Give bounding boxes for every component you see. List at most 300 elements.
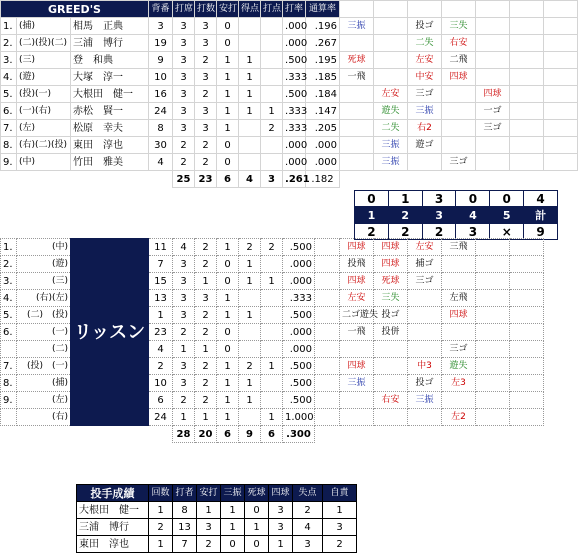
position: (一)(右) [17,103,71,120]
batting-order: 2. [1,256,17,273]
at-bat-result [340,341,374,358]
inning-3: 3 [422,207,456,224]
stat-ab: 2 [195,307,217,324]
at-bat-result: 死球 [340,52,374,69]
at-bat-result: 三振 [374,154,408,171]
at-bat-result [374,18,408,35]
stat-runs [239,324,261,341]
at-bat-result: 二ゴ遊失 [340,307,374,324]
pitching-stat: 3 [323,519,357,536]
stat-pa: 2 [173,154,195,171]
score-r-5: × [490,224,524,240]
stat-ab: 3 [195,69,217,86]
at-bat-result: 三ゴ [408,86,442,103]
at-bat-result: 三ゴ [408,273,442,290]
stat-runs: 1 [239,69,261,86]
stat-pa: 3 [173,375,195,392]
score-r-total: 9 [524,224,558,240]
position: (二)(投)(二) [17,35,71,52]
stat-runs [239,409,261,426]
at-bat-result: 四球 [374,239,408,256]
at-bat-result: 捕ゴ [408,256,442,273]
header-runs: 得点 [239,1,261,18]
stat-runs [239,137,261,154]
stat-season-avg: .000 [306,137,340,154]
stat-hits: 1 [217,69,239,86]
at-bat-result [340,35,374,52]
stat-uniform-no: 11 [149,239,173,256]
stat-rbi [261,341,283,358]
score-g-3: 3 [422,191,456,207]
pitching-stat: 4 [293,519,323,536]
at-bat-result: 一ゴ [476,103,510,120]
at-bat-result: 左安 [408,239,442,256]
player-name: 大根田 健一 [71,86,149,103]
at-bat-result [442,137,476,154]
at-bat-result [408,324,442,341]
at-bat-result: 投ゴ [408,375,442,392]
at-bat-result [442,103,476,120]
stat-season-avg: .267 [306,35,340,52]
pitching-stat: 2 [323,536,357,553]
at-bat-result [340,392,374,409]
player-name: 三浦 博行 [71,35,149,52]
stat-avg: .000 [283,35,306,52]
stat-uniform-no: 16 [149,86,173,103]
batting-order: 9. [1,154,17,171]
stat-ab: 3 [195,18,217,35]
header-avg: 打率 [283,1,306,18]
header-rbi: 打点 [261,1,283,18]
at-bat-result [476,392,510,409]
at-bat-result [476,18,510,35]
at-bat-result: 死球 [374,273,408,290]
greeds-player-row [1,69,578,86]
stat-season-avg: .205 [306,120,340,137]
batting-order [1,409,17,426]
at-bat-result: 四球 [340,239,374,256]
pitching-stat: 3 [269,502,293,519]
at-bat-result: 中3 [408,358,442,375]
at-bat-result [374,35,408,52]
greeds-total-hits: 6 [217,171,239,188]
stat-rbi [261,52,283,69]
stat-hits: 1 [217,307,239,324]
stat-ab: 1 [195,341,217,358]
greeds-player-row [1,35,578,52]
pitching-stat: 8 [173,502,197,519]
at-bat-result [408,307,442,324]
at-bat-result: 四球 [340,358,374,375]
rissun-total-runs: 9 [239,426,261,443]
at-bat-result [340,86,374,103]
inning-4: 4 [456,207,490,224]
at-bat-result [476,154,510,171]
at-bat-result: 右安 [374,392,408,409]
rissun-batting-table [0,238,579,443]
at-bat-result [510,86,544,103]
greeds-total-runs: 4 [239,171,261,188]
batting-order: 7. [1,358,17,375]
stat-rbi [261,290,283,307]
pitching-stat: 1 [245,519,269,536]
greeds-batting-table [0,0,578,188]
stat-uniform-no: 10 [149,69,173,86]
at-bat-result [442,86,476,103]
at-bat-result [408,290,442,307]
player-name: 竹田 雅美 [71,154,149,171]
stat-runs: 2 [239,239,261,256]
player-name: 赤松 賢一 [71,103,149,120]
score-r-3: 2 [422,224,456,240]
at-bat-result: 一飛 [340,324,374,341]
stat-pa: 3 [173,35,195,52]
at-bat-result [510,256,544,273]
stat-pa: 2 [173,392,195,409]
batting-order: 4. [1,69,17,86]
at-bat-result: 右2 [408,120,442,137]
batting-order: 3. [1,52,17,69]
score-r-2: 2 [388,224,422,240]
stat-hits: 1 [217,103,239,120]
pitching-header-innings: 回数 [149,485,173,502]
at-bat-result: 三振 [340,18,374,35]
at-bat-result [442,273,476,290]
pitching-title: 投手成績 [77,485,149,502]
at-bat-result: 左2 [442,409,476,426]
batting-order: 1. [1,18,17,35]
stat-runs: 1 [239,86,261,103]
stat-ab: 3 [195,35,217,52]
stat-runs: 1 [239,375,261,392]
stat-runs [239,341,261,358]
stat-avg: .500 [283,392,315,409]
pitching-stat: 7 [173,536,197,553]
at-bat-result [408,409,442,426]
position: (左) [17,392,71,409]
rissun-team-name: リッスン [71,239,149,426]
stat-uniform-no: 15 [149,273,173,290]
stat-pa: 3 [173,358,195,375]
at-bat-result: 投ゴ [374,307,408,324]
stat-avg: .000 [283,324,315,341]
stat-uniform-no: 4 [149,341,173,358]
stat-uniform-no: 3 [149,18,173,35]
greeds-player-row [1,103,578,120]
at-bat-result: 三失 [374,290,408,307]
at-bat-result [408,154,442,171]
score-g-1: 0 [355,191,389,207]
at-bat-result: 四球 [340,273,374,290]
pitching-stat: 1 [269,536,293,553]
stat-rbi: 1 [261,358,283,375]
at-bat-result [340,103,374,120]
scoreboard-greeds-row [355,191,558,207]
stat-hits: 0 [217,35,239,52]
at-bat-result [510,18,544,35]
stat-season-avg: .195 [306,52,340,69]
pitching-stat: 0 [245,536,269,553]
player-name: 相馬 正典 [71,18,149,35]
at-bat-result [374,341,408,358]
stat-hits: 1 [217,375,239,392]
greeds-total-avg: .261 [283,171,306,188]
batting-order: 8. [1,375,17,392]
pitching-header-hbp: 死球 [245,485,269,502]
at-bat-result [442,120,476,137]
score-r-4: 3 [456,224,490,240]
pitching-table [76,484,357,553]
at-bat-result: 投併 [374,324,408,341]
rissun-total-avg: .300 [283,426,315,443]
stat-avg: .500 [283,86,306,103]
at-bat-result [510,154,544,171]
at-bat-result: 三ゴ [476,120,510,137]
pitcher-row [77,502,357,519]
stat-runs: 1 [239,273,261,290]
at-bat-result [476,290,510,307]
stat-pa: 2 [173,324,195,341]
stat-avg: .000 [283,18,306,35]
stat-ab: 3 [195,290,217,307]
scoreboard-innings-row [355,207,558,224]
pitcher-name: 大根田 健一 [77,502,149,519]
at-bat-result: 中安 [408,69,442,86]
position: (中) [17,239,71,256]
stat-uniform-no: 19 [149,35,173,52]
stat-rbi [261,69,283,86]
at-bat-result [374,409,408,426]
stat-uniform-no: 7 [149,256,173,273]
pitcher-row [77,536,357,553]
position: (右) [17,409,71,426]
pitcher-name: 三浦 博行 [77,519,149,536]
at-bat-result [476,239,510,256]
stat-ab: 2 [195,86,217,103]
at-bat-result: 右安 [442,35,476,52]
batting-order: 4. [1,290,17,307]
stat-rbi [261,137,283,154]
position: (右)(左) [17,290,71,307]
stat-hits: 0 [217,324,239,341]
batting-order: 5. [1,307,17,324]
stat-avg: .000 [283,273,315,290]
at-bat-result [510,307,544,324]
stat-rbi [261,392,283,409]
batting-order: 2. [1,35,17,52]
header-uniform-no: 背番 [149,1,173,18]
stat-pa: 1 [173,409,195,426]
at-bat-result [510,341,544,358]
player-name: 大塚 淳一 [71,69,149,86]
at-bat-result: 三ゴ [442,154,476,171]
stat-uniform-no: 1 [149,307,173,324]
at-bat-result [374,358,408,375]
stat-hits: 0 [217,341,239,358]
position: (右)(二)(投) [17,137,71,154]
at-bat-result: 三振 [374,137,408,154]
at-bat-result [442,392,476,409]
at-bat-result [476,409,510,426]
stat-hits: 0 [217,154,239,171]
stat-ab: 2 [195,256,217,273]
at-bat-result [476,358,510,375]
stat-avg: .500 [283,375,315,392]
stat-avg: .500 [283,52,306,69]
stat-runs [239,154,261,171]
batting-order: 5. [1,86,17,103]
position: (三) [17,273,71,290]
pitching-header-walks: 四球 [269,485,293,502]
rissun-totals-row [1,426,579,443]
pitching-stat: 2 [197,536,221,553]
score-g-4: 0 [456,191,490,207]
at-bat-result [476,324,510,341]
stat-hits: 1 [217,86,239,103]
greeds-team-name: GREED'S [1,1,149,18]
at-bat-result [374,69,408,86]
stat-uniform-no: 24 [149,103,173,120]
at-bat-result: 四球 [442,307,476,324]
stat-uniform-no: 9 [149,52,173,69]
stat-runs [239,290,261,307]
inning-1: 1 [355,207,389,224]
pitching-stat: 3 [197,519,221,536]
stat-pa: 3 [173,256,195,273]
stat-runs: 1 [239,103,261,120]
stat-avg: .333 [283,103,306,120]
header-at-bats: 打数 [195,1,217,18]
position: (遊) [17,69,71,86]
at-bat-result: 左安 [340,290,374,307]
stat-ab: 2 [195,358,217,375]
pitching-stat: 1 [149,502,173,519]
stat-avg: .000 [283,137,306,154]
stat-season-avg: .185 [306,69,340,86]
stat-hits: 1 [217,409,239,426]
at-bat-result: 一飛 [340,69,374,86]
at-bat-result: 四球 [442,69,476,86]
pitching-stat: 3 [269,519,293,536]
at-bat-result [374,375,408,392]
batting-order: 3. [1,273,17,290]
stat-season-avg: .184 [306,86,340,103]
batting-order: 9. [1,392,17,409]
stat-season-avg: .147 [306,103,340,120]
pitching-stat: 1 [197,502,221,519]
pitching-header-strikeouts: 三振 [221,485,245,502]
stat-runs [239,18,261,35]
score-r-1: 2 [355,224,389,240]
position: (投) (一) [17,358,71,375]
position: (三) [17,52,71,69]
at-bat-result: 遊ゴ [408,137,442,154]
pitcher-name: 東田 淳也 [77,536,149,553]
at-bat-result [510,290,544,307]
stat-avg: .000 [283,341,315,358]
stat-avg: .333 [283,69,306,86]
pitching-stat: 0 [245,502,269,519]
greeds-total-rbi: 3 [261,171,283,188]
stat-uniform-no: 24 [149,409,173,426]
at-bat-result [340,137,374,154]
scoreboard [354,190,558,240]
stat-ab: 2 [195,375,217,392]
stat-pa: 4 [173,239,195,256]
stat-ab: 3 [195,103,217,120]
at-bat-result [510,358,544,375]
batting-order: 6. [1,324,17,341]
stat-pa: 3 [173,103,195,120]
position: (捕) [17,18,71,35]
pitching-stat: 2 [149,519,173,536]
pitcher-row [77,519,357,536]
stat-avg: .333 [283,120,306,137]
stat-hits: 0 [217,273,239,290]
at-bat-result: 投ゴ [408,18,442,35]
greeds-player-row [1,52,578,69]
stat-rbi [261,86,283,103]
stat-hits: 1 [217,290,239,307]
stat-avg: 1.000 [283,409,315,426]
stat-runs [239,35,261,52]
greeds-total-season-avg: .182 [306,171,340,188]
at-bat-result [374,52,408,69]
stat-rbi [261,154,283,171]
stat-runs: 1 [239,52,261,69]
at-bat-result: 遊失 [442,358,476,375]
greeds-player-row [1,120,578,137]
stat-runs: 1 [239,256,261,273]
at-bat-result [510,392,544,409]
at-bat-result [340,409,374,426]
score-g-2: 1 [388,191,422,207]
at-bat-result [340,120,374,137]
stat-uniform-no: 8 [149,120,173,137]
at-bat-result: 遊失 [374,103,408,120]
position: (二) [17,341,71,358]
at-bat-result: 二失 [408,35,442,52]
pitching-stat: 2 [293,502,323,519]
stat-rbi [261,375,283,392]
stat-pa: 3 [173,69,195,86]
stat-rbi: 2 [261,120,283,137]
stat-avg: .500 [283,358,315,375]
at-bat-result [476,35,510,52]
at-bat-result [510,273,544,290]
rissun-total-hits: 6 [217,426,239,443]
pitching-stat: 1 [221,502,245,519]
stat-uniform-no: 6 [149,392,173,409]
stat-ab: 2 [195,137,217,154]
stat-ab: 2 [195,239,217,256]
stat-pa: 3 [173,86,195,103]
at-bat-result [510,239,544,256]
stat-avg: .000 [283,256,315,273]
header-hits: 安打 [217,1,239,18]
header-plate-appearances: 打席 [173,1,195,18]
greeds-player-row [1,86,578,103]
at-bat-result: 三ゴ [442,341,476,358]
inning-total: 計 [524,207,558,224]
inning-5: 5 [490,207,524,224]
pitching-stat: 1 [149,536,173,553]
at-bat-result [476,256,510,273]
pitching-stat: 1 [323,502,357,519]
stat-uniform-no: 4 [149,154,173,171]
at-bat-result [510,69,544,86]
greeds-total-ab: 23 [195,171,217,188]
